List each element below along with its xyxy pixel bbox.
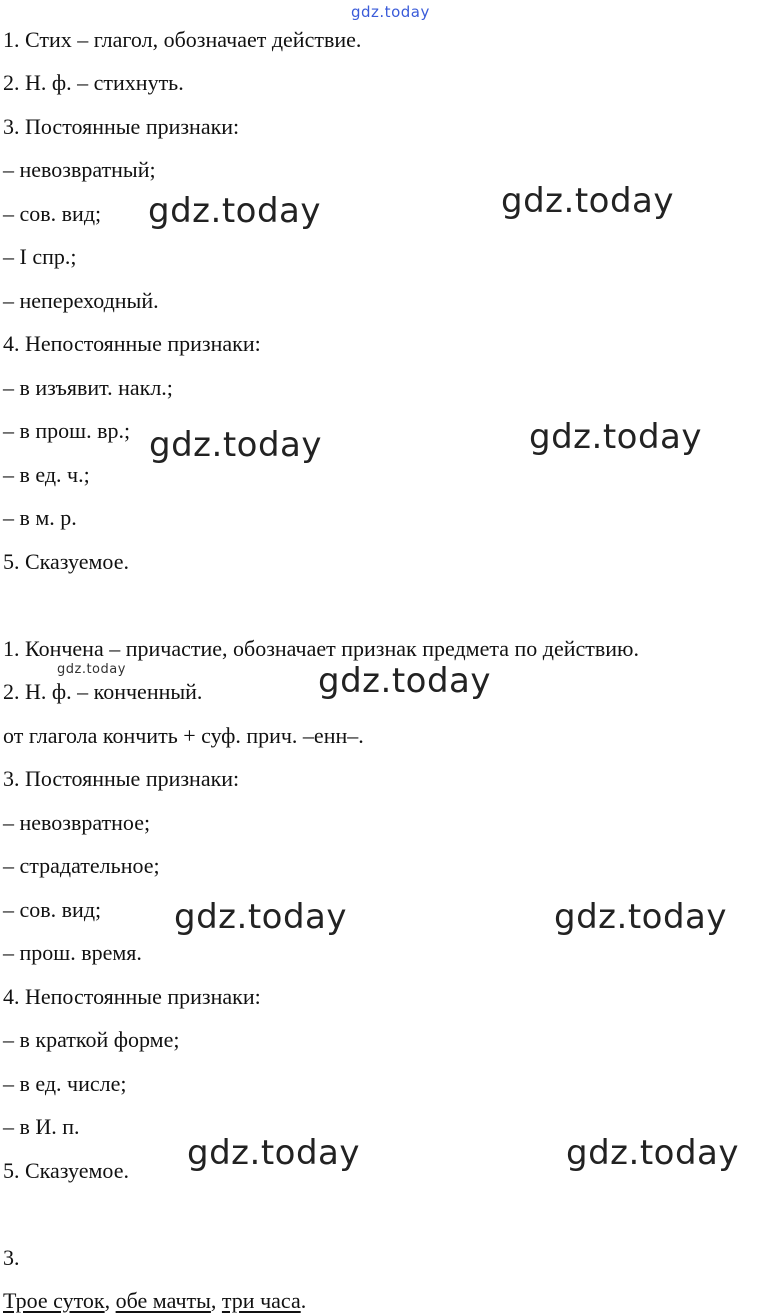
text-line: 3. Постоянные признаки: xyxy=(3,114,240,139)
text-line: – в ед. числе; xyxy=(3,1071,127,1096)
text-line: 4. Непостоянные признаки: xyxy=(3,331,261,356)
watermark: gdz.today xyxy=(529,417,702,457)
watermark: gdz.today xyxy=(554,897,727,937)
text-line: 5. Сказуемое. xyxy=(3,1158,129,1183)
text-line: – страдательное; xyxy=(3,853,160,878)
separator: , xyxy=(104,1288,116,1313)
text-line: – прош. время. xyxy=(3,940,142,965)
text-line: 2. Н. ф. – конченный. xyxy=(3,679,203,704)
underlined-phrase: три часа xyxy=(221,1288,301,1313)
text-line: – в прош. вр.; xyxy=(3,418,131,443)
text-line: – I спр.; xyxy=(3,244,77,269)
underlined-phrase: Трое суток xyxy=(3,1288,105,1313)
watermark: gdz.today xyxy=(351,3,430,21)
text-line: 2. Н. ф. – стихнуть. xyxy=(3,70,184,95)
text-line: – в м. р. xyxy=(3,505,77,530)
watermark: gdz.today xyxy=(566,1133,739,1173)
text-line: – сов. вид; xyxy=(3,897,102,922)
text-line: 1. Стих – глагол, обозначает действие. xyxy=(3,27,362,52)
text-line: – в ед. ч.; xyxy=(3,462,90,487)
text-line: – непереходный. xyxy=(3,288,159,313)
underlined-phrase: обе мачты xyxy=(115,1288,211,1313)
text-line: 3. Постоянные признаки: xyxy=(3,766,240,791)
text-line: 4. Непостоянные признаки: xyxy=(3,984,261,1009)
text-line: – сов. вид; xyxy=(3,201,102,226)
watermark: gdz.today xyxy=(57,662,126,677)
watermark: gdz.today xyxy=(187,1133,360,1173)
watermark: gdz.today xyxy=(149,425,322,465)
section-number: 3. xyxy=(3,1245,20,1270)
watermark: gdz.today xyxy=(501,181,674,221)
text-line: – в изъявит. накл.; xyxy=(3,375,173,400)
text-line: – невозвратный; xyxy=(3,157,156,182)
text-line: – в И. п. xyxy=(3,1114,80,1139)
text-line: 1. Кончена – причастие, обозначает признак предмета по действию. xyxy=(3,636,639,661)
answer-line xyxy=(3,1288,306,1314)
watermark: gdz.today xyxy=(148,191,321,231)
text-line: 5. Сказуемое. xyxy=(3,549,129,574)
text-line: – невозвратное; xyxy=(3,810,151,835)
watermark: gdz.today xyxy=(174,897,347,937)
period: . xyxy=(300,1288,307,1313)
text-line: от глагола кончить + суф. прич. –енн–. xyxy=(3,723,364,748)
separator: , xyxy=(210,1288,222,1313)
text-line: – в краткой форме; xyxy=(3,1027,180,1052)
watermark: gdz.today xyxy=(318,661,491,701)
